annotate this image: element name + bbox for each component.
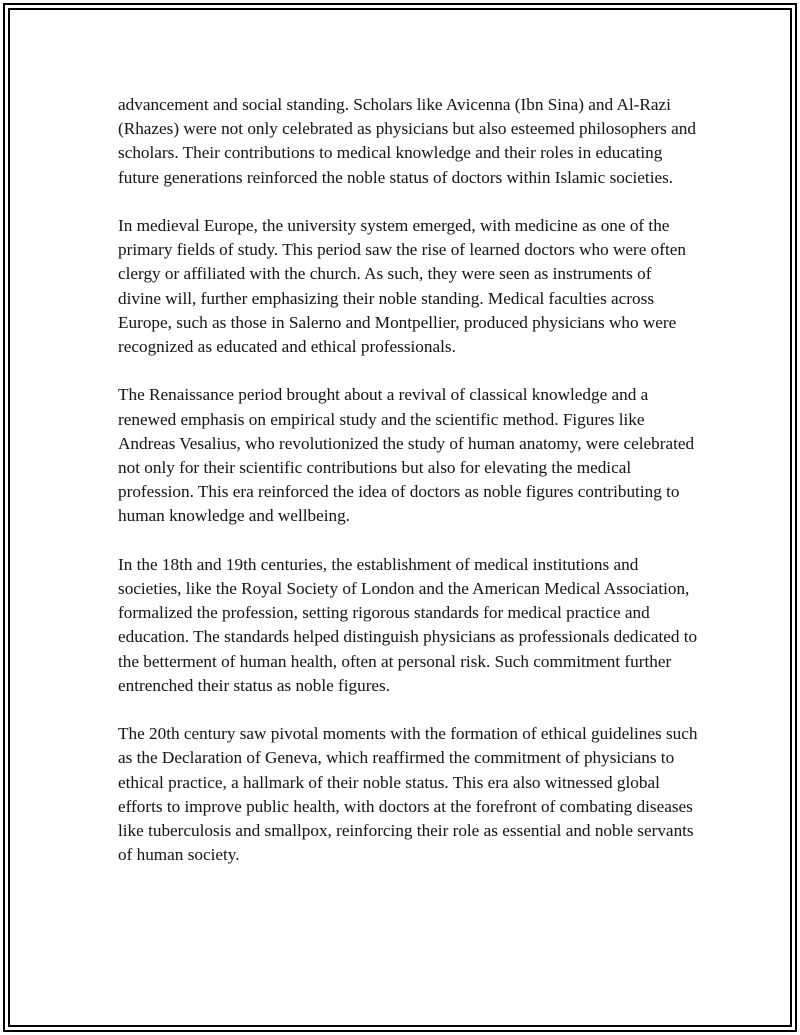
paragraph-3: The Renaissance period brought about a revival of classical knowledge and a renewed emphasis on empirical study and the scientific method. Figures like Andreas Vesalius, who revolutionized the study of human anatomy, were celebrated not only for their scientific contributions but also for elevating the medical profession. This era reinforced the idea of doctors as noble figures contributing to human knowledge and wellbeing. [118,385,695,526]
document-body [118,93,698,892]
paragraph-2: In medieval Europe, the university system emerged, with medicine as one of the primary fields of study. This period saw the rise of learned doctors who were often clergy or affiliated with the church. As such, they were seen as instruments of divine will, further emphasizing their noble standing. Medical faculties across Europe, such as those in Salerno and Montpellier, produced physicians who were recognized as educated and ethical professionals. [118,216,686,357]
paragraph-5: The 20th century saw pivotal moments with the formation of ethical guidelines such as the Declaration of Geneva, which reaffirmed the commitment of physicians to ethical practice, a hallmark of their noble status. This era also witnessed global efforts to improve public health, with doctors at the forefront of combating diseases like tuberculosis and smallpox, reinforcing their role as essential and noble servants of human society. [118,724,698,865]
paragraph-4: In the 18th and 19th centuries, the establishment of medical institutions and societies, like the Royal Society of London and the American Medical Association, formalized the profession, setting rigorous standards for medical practice and education. The standards helped distinguish physicians as professionals dedicated to the betterment of human health, often at personal risk. Such commitment further entrenched their status as noble figures. [118,554,698,695]
paragraph-1: advancement and social standing. Scholars like Avicenna (Ibn Sina) and Al-Razi (Rhazes) were not only celebrated as physicians but also esteemed philosophers and scholars. Their contributions to medical knowledge and their roles in educating future generations reinforced the noble status of doctors within Islamic societies. [118,95,696,187]
